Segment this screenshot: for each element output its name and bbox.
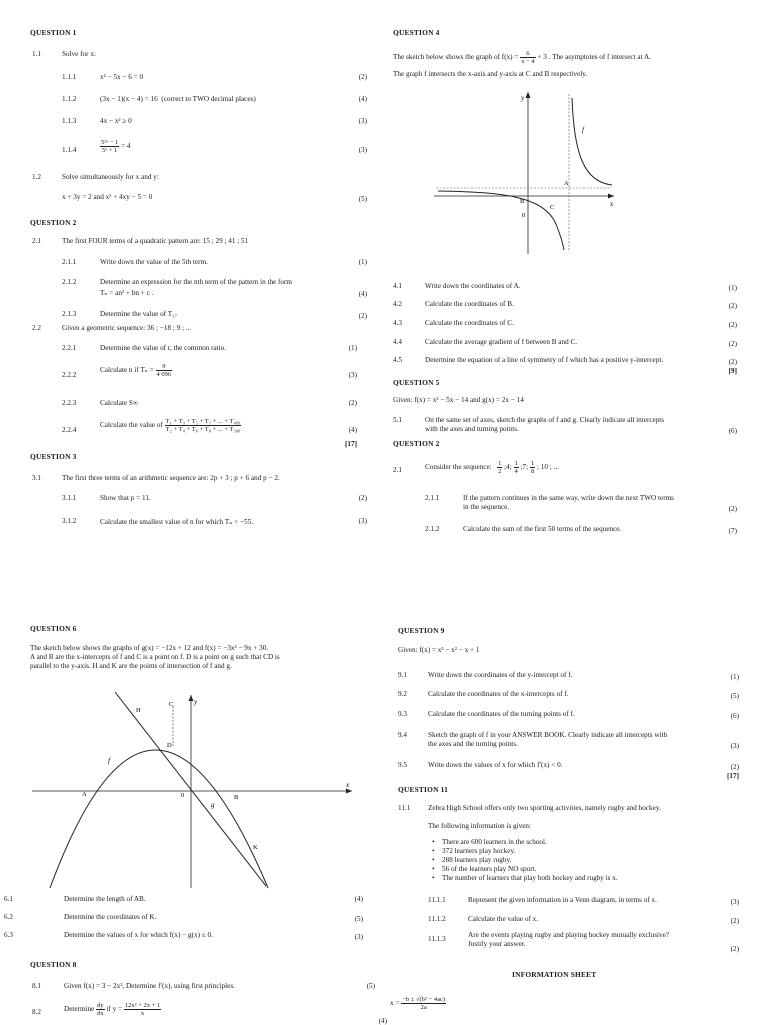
- question-total: [9]: [728, 367, 737, 375]
- item-number: 4.2: [393, 300, 402, 308]
- marks: (3): [348, 371, 357, 379]
- equation: x² − 5x − 6 = 0: [100, 73, 144, 81]
- point-b-label: B: [234, 794, 239, 801]
- item-text: Determine the value of r, the common ratio.: [100, 344, 227, 352]
- x-axis-arrow: [608, 194, 614, 199]
- marks: (4): [378, 1017, 387, 1025]
- item-text: Write down the value of the 5th term.: [100, 258, 208, 266]
- marks: (3): [358, 517, 367, 525]
- item-number: 9.4: [398, 731, 407, 739]
- marks: (2): [728, 358, 737, 366]
- item-number: 11.1.2: [428, 915, 446, 923]
- equation-rhs: = 4: [121, 142, 131, 151]
- fraction: [124, 1002, 161, 1017]
- hyperbola-graph: [432, 84, 618, 256]
- marks: (5): [354, 915, 363, 923]
- item-text: The first FOUR terms of a quadratic pattern are: 15 ; 29 ; 41 ; 51: [62, 237, 249, 245]
- item-number: 4.4: [393, 338, 402, 346]
- equation-note: (correct to TWO decimal places): [161, 95, 256, 103]
- point-c-label: C: [550, 204, 555, 211]
- marks: (3): [358, 117, 367, 125]
- question-2-title: QUESTION 2: [30, 218, 77, 227]
- fraction: [401, 996, 446, 1011]
- item-text: Calculate the value of x.: [468, 915, 539, 923]
- hyperbola-left-branch: [438, 191, 564, 250]
- item-text-lead: Consider the sequence:: [425, 463, 492, 472]
- equation: x + 3y = 2 and x² + 4xy − 5 = 0: [62, 193, 153, 201]
- item-text: with the axes and turning points.: [425, 425, 519, 433]
- y-axis-arrow: [189, 695, 194, 701]
- marks: (6): [728, 427, 737, 435]
- item-number: 1.1.1: [62, 73, 77, 81]
- item-number: 2.1.3: [62, 310, 77, 318]
- denominator: 8: [530, 468, 535, 475]
- item-number: 6.3: [4, 931, 13, 939]
- denominator: 2a: [420, 1004, 427, 1011]
- item-text: Sketch the graph of f in your ANSWER BOOK. Clearly indicate all intercepts with: [428, 731, 668, 739]
- g-label: g: [211, 801, 215, 809]
- denominator: T₂ + T₄ + T₆ + T₈ + ... + T₅₀₀: [165, 426, 241, 433]
- item-text: Calculate the coordinates of the turning points of f.: [428, 710, 575, 718]
- marks: (2): [358, 494, 367, 502]
- item-text: On the same set of axes, sketch the graphs of f and g. Clearly indicate all intercepts: [425, 416, 665, 424]
- numerator: T₁ + T₃ + T₅ + T₇ + ... + T₄₉₉: [165, 418, 241, 425]
- question-8-title: QUESTION 8: [30, 960, 77, 969]
- item-number: 1.1.2: [62, 95, 77, 103]
- item-number: 2.1.1: [62, 258, 77, 266]
- item-number: 2.2.1: [62, 344, 77, 352]
- item-text: Justify your answer.: [468, 940, 526, 948]
- question-5-title: QUESTION 5: [393, 378, 440, 387]
- marks: (3): [354, 933, 363, 941]
- item-number: 2.1.2: [62, 278, 77, 286]
- given-text: Given: f(x) = x³ − x² − x + 1: [398, 646, 480, 654]
- question-2-title: QUESTION 2: [393, 439, 440, 448]
- item-number: 2.1: [32, 237, 41, 245]
- point-k-label: K: [253, 844, 258, 851]
- fraction: [497, 460, 502, 475]
- item-text: Determine the value of T₁₇: [100, 310, 178, 318]
- item-number: 6.1: [4, 895, 13, 903]
- item-number: 2.1.2: [425, 525, 440, 533]
- item-text: The following information is given:: [428, 822, 532, 830]
- point-h-label: H: [136, 707, 141, 714]
- marks: (2): [730, 917, 739, 925]
- item-number: 11.1: [398, 804, 411, 812]
- marks: (2): [728, 302, 737, 310]
- marks: (5): [730, 692, 739, 700]
- f-label: f: [108, 757, 110, 765]
- denominator: 4 096: [156, 371, 172, 378]
- item-number: 9.2: [398, 690, 407, 698]
- marks: (4): [348, 426, 357, 434]
- sequence-term: 7: [522, 463, 527, 472]
- item-number: 9.5: [398, 761, 407, 769]
- item-number: 2.2.2: [62, 371, 77, 379]
- list-item: • 56 of the learners play NO sport.: [432, 865, 732, 874]
- point-a-label: A: [564, 180, 569, 187]
- fraction: [165, 418, 242, 433]
- question-1-title: QUESTION 1: [30, 28, 77, 37]
- fraction: [530, 460, 535, 475]
- item-number: 1.2: [32, 173, 41, 181]
- item-number: 2.2.4: [62, 426, 77, 434]
- item-number: 8.1: [32, 982, 41, 990]
- numerator: 9: [156, 363, 173, 371]
- denominator: 4: [514, 468, 518, 475]
- item-number: 6.2: [4, 913, 13, 921]
- equation: [100, 139, 131, 154]
- denominator: 2: [498, 468, 502, 475]
- marks: (3): [730, 742, 739, 750]
- item-text: Solve simultaneously for x and y:: [62, 173, 159, 181]
- item-text: Given f(x) = 3 − 2x², Determine f′(x), using first principles.: [64, 982, 235, 990]
- item-text: [100, 363, 172, 378]
- item-number: 2.1: [393, 466, 402, 474]
- item-number: 4.5: [393, 356, 402, 364]
- item-number: 2.2: [32, 324, 41, 332]
- marks: (2): [728, 340, 737, 348]
- denominator: 5ˣ + 1: [101, 147, 118, 154]
- item-number: 2.1.1: [425, 494, 440, 502]
- numerator: −b ± √(b² − 4ac): [402, 996, 446, 1003]
- item-text: Calculate the average gradient of f between B and C.: [425, 338, 578, 346]
- f-label: f: [582, 126, 584, 134]
- denominator: x − 4: [521, 58, 535, 65]
- intro-text: The sketch below shows the graphs of g(x) = −12x + 12 and f(x) = −3x² − 9x + 30.: [30, 644, 269, 652]
- question-11-title: QUESTION 11: [398, 785, 449, 794]
- line-g: [115, 692, 266, 886]
- item-text: Calculate the coordinates of B.: [425, 300, 514, 308]
- parabola-line-graph: [30, 690, 375, 890]
- numerator: 6: [520, 50, 535, 58]
- marks: (1): [358, 258, 367, 266]
- item-text: Write down the coordinates of the y-intercept of f.: [428, 671, 573, 679]
- item-number: 11.1.3: [428, 935, 446, 943]
- item-number: 3.1.1: [62, 494, 77, 502]
- question-3-title: QUESTION 3: [30, 452, 77, 461]
- fraction: [156, 363, 173, 378]
- intro-text: parallel to the y-axis. H and K are the points of intersection of f and g.: [30, 662, 232, 670]
- intro-text: A and B are the x-intercepts of f and C is a point on f. D is a point on g such that CD is: [30, 653, 280, 661]
- item-text: Determine the equation of a line of symmetry of f which has a positive y-intercept.: [425, 356, 664, 364]
- item-text: If the pattern continues in the same way, write down the next TWO terms: [463, 494, 674, 502]
- item-text: Calculate the sum of the first 50 terms of the sequence.: [463, 525, 622, 533]
- point-c-label: C: [169, 701, 174, 708]
- item-number: 5.1: [393, 416, 402, 424]
- marks: (2): [728, 505, 737, 513]
- sequence-term: 10 ; ...: [540, 463, 559, 472]
- marks: (4): [358, 95, 367, 103]
- item-text: the axes and the turning points.: [428, 740, 518, 748]
- numerator: 1: [530, 460, 535, 467]
- point-b-label: B: [520, 198, 525, 205]
- given-text: Given: f(x) = x² − 5x − 14 and g(x) = 2x − 14: [393, 396, 524, 404]
- item-text: Calculate the smallest value of n for which Tₙ < −55.: [100, 518, 253, 526]
- x-axis-arrow: [346, 789, 352, 794]
- item-text: The first three terms of an arithmetic sequence are: 2p + 3 ; p + 6 and p − 2.: [62, 474, 280, 482]
- fraction: [514, 460, 519, 475]
- marks: (2): [730, 945, 739, 953]
- x-axis-label: x: [610, 200, 614, 208]
- item-text-lead: Calculate the value of: [100, 421, 163, 430]
- item-text: Calculate S∞: [100, 399, 139, 407]
- y-axis-arrow: [526, 92, 531, 98]
- list-item: • There are 600 learners in the school.: [432, 838, 732, 847]
- item-text: Tₙ = an² + bn + c .: [100, 289, 154, 297]
- item-text-mid: if y =: [106, 1005, 123, 1014]
- denominator: x: [140, 1010, 145, 1017]
- marks: (3): [358, 146, 367, 154]
- intro-text: [393, 50, 651, 65]
- item-number: 1.1.4: [62, 146, 77, 154]
- y-axis-label: y: [194, 698, 198, 706]
- item-text: Are the events playing rugby and playing hockey mutually exclusive?: [468, 931, 669, 939]
- item-number: 2.2.3: [62, 399, 77, 407]
- item-text: Solve for x:: [62, 50, 96, 58]
- question-total: [17]: [345, 440, 357, 448]
- item-text: Calculate the coordinates of C.: [425, 319, 514, 327]
- formula-lhs: x =: [390, 999, 400, 1008]
- item-text: Given a geometric sequence: 36 ; −18 ; 9 ; ...: [62, 324, 192, 332]
- marks: (4): [358, 290, 367, 298]
- origin-label: 0: [522, 212, 526, 219]
- item-text-lead: Determine: [64, 1005, 95, 1014]
- item-text: Determine the coordinates of K.: [64, 913, 157, 921]
- intro-text: The graph f intersects the x-axis and y-axis at C and B respectively.: [393, 70, 588, 78]
- marks: (7): [728, 527, 737, 535]
- item-number: 11.1.1: [428, 896, 446, 904]
- item-number: 9.3: [398, 710, 407, 718]
- item-number: 9.1: [398, 671, 407, 679]
- question-9-title: QUESTION 9: [398, 626, 445, 635]
- item-text: Zebra High School offers only two sporting activities, namely rugby and hockey.: [428, 804, 661, 812]
- fraction: [100, 139, 119, 154]
- marks: (2): [728, 321, 737, 329]
- item-text: [100, 418, 241, 433]
- item-number: 4.3: [393, 319, 402, 327]
- item-text: Determine the length of AB.: [64, 895, 146, 903]
- marks: (4): [354, 895, 363, 903]
- item-text: in the sequence.: [463, 503, 510, 511]
- question-6-title: QUESTION 6: [30, 624, 77, 633]
- list-item: • 372 learners play hockey.: [432, 847, 732, 856]
- x-axis-label: x: [346, 781, 350, 789]
- marks: (3): [730, 898, 739, 906]
- function-name: f(x) =: [501, 53, 519, 62]
- point-d-label: D: [167, 742, 172, 749]
- equation: 4x − x² ≥ 0: [100, 117, 132, 125]
- item-text: [64, 1002, 161, 1017]
- numerator: 12x² + 2x + 1: [124, 1002, 161, 1009]
- item-number: 8.2: [32, 1008, 41, 1016]
- list-item: • 288 learners play rugby.: [432, 856, 732, 865]
- item-text-lead: Calculate n if Tₙ =: [100, 366, 154, 375]
- marks: (1): [728, 284, 737, 292]
- parabola-f: [50, 750, 268, 888]
- item-text: Determine the values of x for which f(x) − g(x) ≤ 0.: [64, 931, 213, 939]
- item-number: 3.1: [32, 474, 41, 482]
- list-item: • The number of learners that play both hockey and rugby is x.: [432, 874, 732, 883]
- item-number: 1.1: [32, 50, 41, 58]
- intro-tail: + 3 . The asymptotes of f intersect at A.: [537, 53, 651, 62]
- numerator: 1: [514, 460, 518, 467]
- item-text: Represent the given information in a Venn diagram, in terms of x.: [468, 896, 657, 904]
- marks: (2): [348, 399, 357, 407]
- marks: (5): [366, 982, 375, 990]
- item-text: Write down the values of x for which f′(x) < 0.: [428, 761, 563, 769]
- quadratic-formula: [390, 996, 446, 1011]
- information-list: [432, 838, 732, 883]
- item-text: Show that p = 11.: [100, 494, 151, 502]
- marks: (1): [348, 344, 357, 352]
- y-axis-label: y: [521, 94, 525, 102]
- item-number: 3.1.2: [62, 517, 77, 525]
- question-total: [17]: [727, 772, 739, 780]
- marks: (2): [358, 73, 367, 81]
- equation-text: (3x − 1)(x − 4) = 16: [100, 95, 158, 103]
- marks: (1): [730, 673, 739, 681]
- marks: (2): [730, 763, 739, 771]
- numerator: 5²ˣ − 1: [101, 139, 119, 146]
- point-a-label: A: [82, 791, 87, 798]
- item-text: Consider the sequence: $\frac{1}{2}$ ;4; $\frac{1}{4}$ ;7; $\frac{1}{8}$ ; 10 ; ...: [425, 460, 559, 475]
- equation: [100, 95, 256, 103]
- sequence-term: 4: [506, 463, 510, 472]
- numerator: 1: [498, 460, 502, 467]
- item-number: 4.1: [393, 282, 402, 290]
- item-text: Write down the coordinates of A.: [425, 282, 521, 290]
- origin-label: 0: [181, 792, 185, 799]
- intro-lead: The sketch below shows the graph of: [393, 53, 500, 62]
- marks: (2): [358, 312, 367, 320]
- item-text: Determine an expression for the nth term of the pattern in the form: [100, 278, 293, 286]
- information-sheet-title: INFORMATION SHEET: [512, 970, 597, 979]
- item-number: 1.1.3: [62, 117, 77, 125]
- marks: (5): [358, 195, 367, 203]
- question-4-title: QUESTION 4: [393, 28, 440, 37]
- item-text: Calculate the coordinates of the x-intercepts of f.: [428, 690, 569, 698]
- fraction: [520, 50, 535, 65]
- hyperbola-right-branch: [572, 98, 612, 185]
- marks: (6): [730, 712, 739, 720]
- derivative-symbol: $\frac{dy}{dx}$: [97, 1002, 104, 1017]
